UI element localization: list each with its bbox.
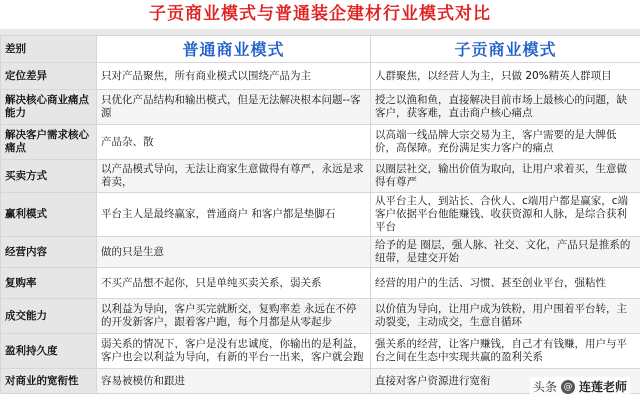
table-row — [1, 90, 640, 125]
table-row — [1, 268, 640, 299]
row-label: 定位差异 — [1, 63, 97, 90]
zigong-model-cell: 以价值为导向，让用户成为铁粉，用户围着平台转，主动裂变，主动成交，生意自循环 — [371, 299, 640, 334]
table-row — [1, 299, 640, 334]
zigong-model-cell: 经营的用户的生活、习惯、甚至创业平台，强粘性 — [371, 268, 640, 299]
watermark-brand: 连莲老师 — [578, 380, 627, 394]
zigong-model-cell: 人群聚焦，以经营人为主，只做 20%精英人群项目 — [371, 63, 640, 90]
row-label: 解决核心商业痛点能力 — [1, 90, 97, 125]
page-title: 子贡商业模式与普通装企建材行业模式对比 — [149, 4, 491, 24]
table-header-row — [1, 36, 640, 63]
watermark — [530, 377, 630, 396]
watermark-prefix: 头条 — [532, 380, 557, 394]
zigong-model-cell: 强关系的经营，让客户赚钱，自己才有钱赚，用户与平台之间在生态中实现共赢的盈利关系 — [371, 334, 640, 369]
common-model-cell: 弱关系的情况下，客户是没有忠诚度，你输出的是利益，客户也会以利益为导向，有新的平台一出来，客户就会跑 — [97, 334, 371, 369]
common-model-cell: 容易被模仿和跟进 — [97, 369, 371, 394]
table-row — [1, 160, 640, 193]
common-model-cell: 以利益为导向，客户买完就断交，复购率差 永远在不停的开发新客户，跟着客户跑，每个月都是从零起步 — [97, 299, 371, 334]
zigong-model-cell: 给予的是 圈层，强人脉、社交、文化，产品只是推系的纽带，是建交开始 — [371, 237, 640, 268]
row-label: 对商业的宽衔性 — [1, 369, 97, 394]
header-label-cell: 差别 — [1, 36, 97, 63]
row-label: 买卖方式 — [1, 160, 97, 193]
header-common-model: 普通商业模式 — [97, 36, 371, 63]
zigong-model-cell: 从平台主人，到站长、合伙人、c端用户都是赢家，c端客户依据平台他能赚钱、收获资源和人脉，是综合获利平台 — [371, 193, 640, 237]
row-label: 盈利持久度 — [1, 334, 97, 369]
row-label: 成交能力 — [1, 299, 97, 334]
table-row — [1, 125, 640, 160]
common-model-cell: 不买产品想不起你，只是单纯买卖关系，弱关系 — [97, 268, 371, 299]
header-zigong-model: 子贡商业模式 — [371, 36, 640, 63]
row-label: 赢利模式 — [1, 193, 97, 237]
row-label: 复购率 — [1, 268, 97, 299]
comparison-table — [0, 35, 640, 394]
zigong-model-cell: 直接对客户资源进行宽衔 — [371, 369, 640, 394]
common-model-cell: 以产品模式导向，无法让商家生意做得有尊严，永远是求着卖， — [97, 160, 371, 193]
table-row — [1, 237, 640, 268]
zigong-model-cell: 以高端一线品牌大宗交易为主，客户需要的是大牌低价，高保障。充份满足实力客户的痛点 — [371, 125, 640, 160]
table-row — [1, 193, 640, 237]
common-model-cell: 平台主人是最终赢家，普通商户 和客户都是垫脚石 — [97, 193, 371, 237]
zigong-model-cell: 授之以渔和鱼，直接解决目前市场上最核心的问题，缺客户，获客难，直击商户核心痛点 — [371, 90, 640, 125]
common-model-cell: 产品杂、散 — [97, 125, 371, 160]
zigong-model-cell: 以圈层社交，输出价值为取向，让用户求着买，生意做得有尊严 — [371, 160, 640, 193]
table-row — [1, 334, 640, 369]
row-label: 解决客户需求核心痛点 — [1, 125, 97, 160]
common-model-cell: 做的只是生意 — [97, 237, 371, 268]
common-model-cell: 只优化产品结构和输出模式，但是无法解决根本问题--客源 — [97, 90, 371, 125]
table-row — [1, 63, 640, 90]
at-icon: @ — [561, 380, 575, 394]
common-model-cell: 只对产品聚焦，所有商业模式以围绕产品为主 — [97, 63, 371, 90]
row-label: 经营内容 — [1, 237, 97, 268]
